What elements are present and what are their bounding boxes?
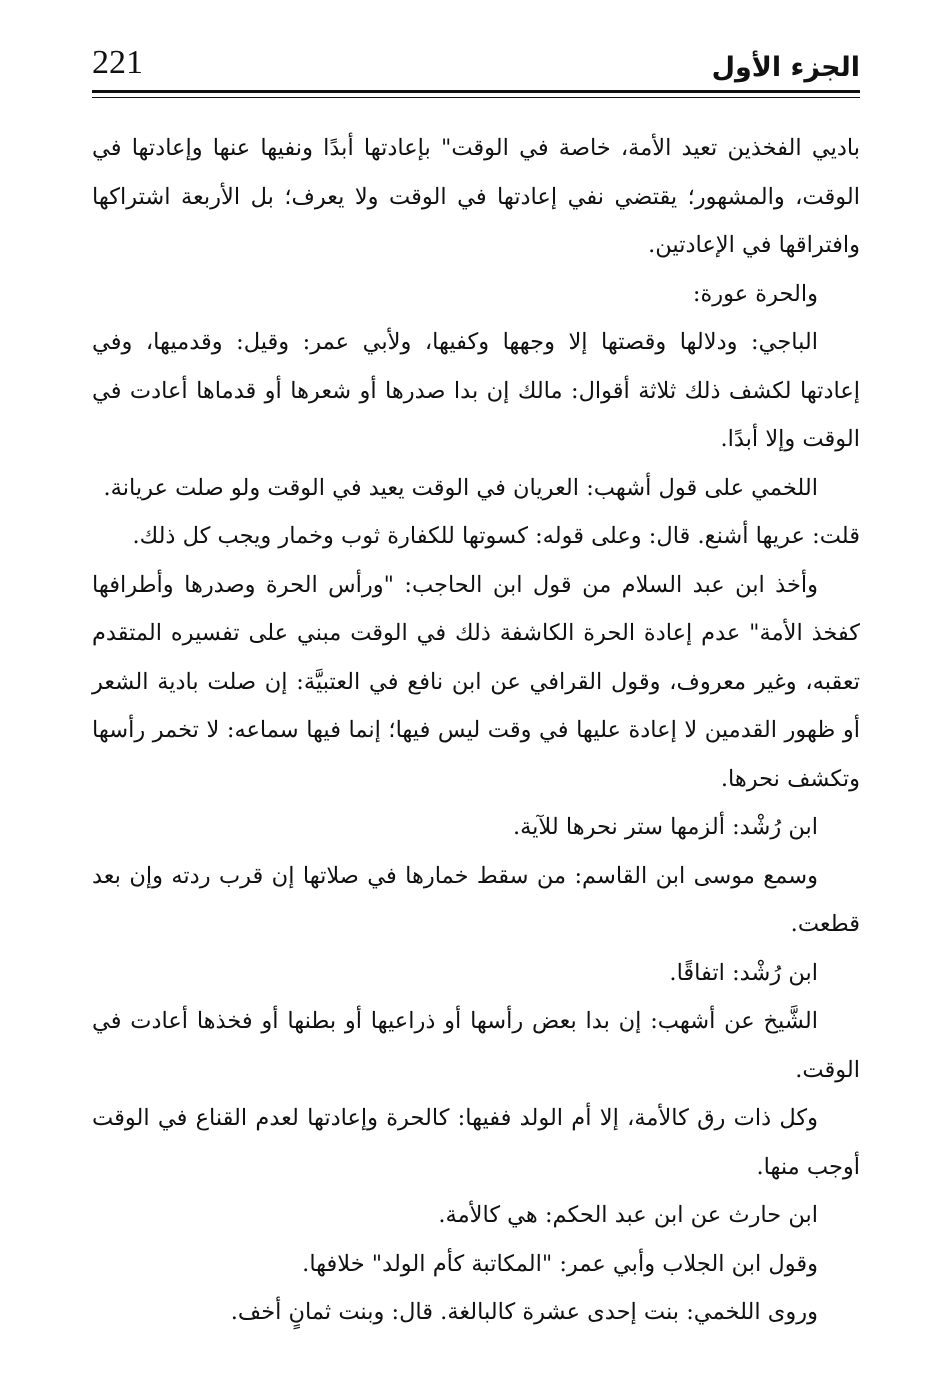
- paragraph: والحرة عورة:: [692, 280, 818, 307]
- paragraph: وسمع موسى ابن القاسم: من سقط خمارها في صلاتها إن قرب ردته وإن بعد قطعت.: [92, 862, 860, 937]
- running-title: الجزء الأول: [711, 52, 860, 83]
- paragraph: ابن رُشْد: ألزمها ستر نحرها للآية.: [512, 814, 818, 840]
- paragraph: وروى اللخمي: بنت إحدى عشرة كالبالغة. قال: وبنت ثمانٍ أخف.: [230, 1299, 818, 1325]
- paragraph: قلت: عريها أشنع. قال: وعلى قوله: كسوتها للكفارة ثوب وخمار ويجب كل ذلك.: [132, 523, 860, 549]
- paragraph-continuation: باديي الفخذين تعيد الأمة، خاصة في الوقت" بإعادتها أبدًا ونفيها عنها وإعادتها في الوقت، والمشهور؛ يقتضي نفي إعادتها في الوقت ولا يعرف؛ بل الأربعة اشتراكها وافتراقها في الإعادتين.: [92, 135, 860, 258]
- paragraph: وأخذ ابن عبد السلام من قول ابن الحاجب: "ورأس الحرة وصدرها وأطرافها كفخذ الأمة" عدم إعادة الحرة الكاشفة ذلك في الوقت مبني على تفسيره المتقدم تعقبه، وغير معروف، وقول القرافي عن ابن نافع في العتبيَّة: إن صلت بادية الشعر أو ظهور القدمين لا إعادة عليها في وقت ليس فيها؛ إنما فيها سماعه: لا تخمر رأسها وتكشف نحرها.: [92, 571, 860, 792]
- paragraph: ابن حارث عن ابن عبد الحكم: هي كالأمة.: [438, 1202, 818, 1228]
- paragraph: الشَّيخ عن أشهب: إن بدا بعض رأسها أو ذراعيها أو بطنها أو فخذها أعادت في الوقت.: [92, 1008, 860, 1083]
- paragraph: الباجي: ودلالها وقصتها إلا وجهها وكفيها، ولأبي عمر: وقيل: وقدميها، وفي إعادتها لكشف ذلك ثلاثة أقوال: مالك إن بدا صدرها أو شعرها أو قدماها أعادت في الوقت وإلا أبدًا.: [92, 329, 860, 452]
- paragraph: اللخمي على قول أشهب: العريان في الوقت يعيد في الوقت ولو صلت عريانة.: [103, 474, 818, 501]
- paragraph: ابن رُشْد: اتفاقًا.: [669, 959, 818, 986]
- paragraph: وكل ذات رق كالأمة، إلا أم الولد ففيها: كالحرة وإعادتها لعدم القناع في الوقت أوجب منها.: [92, 1105, 860, 1180]
- body-text: [92, 124, 860, 1337]
- page-number: 221: [92, 44, 143, 81]
- header-divider: [92, 90, 860, 98]
- paragraph: وقول ابن الجلاب وأبي عمر: "المكاتبة كأم الولد" خلافها.: [302, 1250, 818, 1277]
